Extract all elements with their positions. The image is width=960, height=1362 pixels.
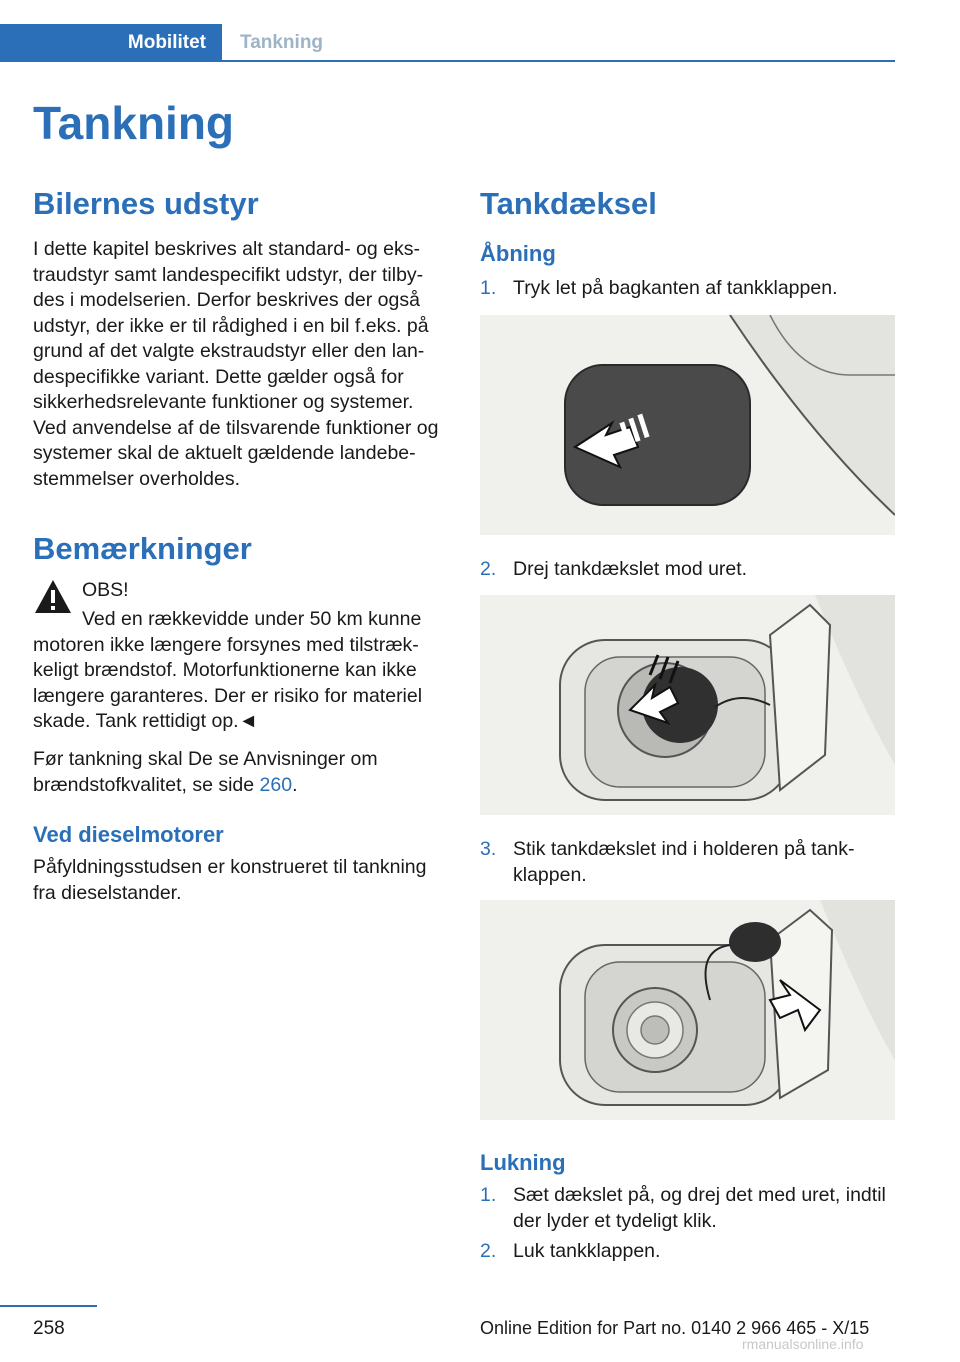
opening-step-3: 3. Stik tankdækslet ind i holderen på tank-klappen.: [480, 838, 855, 886]
section-text-bilernes-udstyr: I dette kapitel beskrives alt standard- og eks-traudstyr samt landespecifikt udstyr, der tilby-des i modelserien. Derfor beskrives der også udstyr, der ikke er til rådighed i en bil f.eks. på grund af det valgte ekstraudstyr eller den lan-despecifikke variant. Dette gælder også for sikkerhedsrelevante funktioner og systemer. Ved anvendelse af de tilsvarende funktioner og systemer skal de aktuelt gældende landebe-stemmelser overholdes.: [33, 238, 439, 490]
page-title: Tankning: [33, 97, 235, 149]
section-heading-ved-dieselmotorer: Ved dieselmotorer: [33, 822, 224, 847]
illustration-turn-cap: [480, 595, 895, 815]
closing-step-1: 1. Sæt dækslet på, og drej det med uret, indtil der lyder et tydeligt klik.: [480, 1184, 886, 1232]
header-tab-mobilitet: Mobilitet: [0, 24, 222, 62]
section-heading-bemaerkninger: Bemærkninger: [33, 531, 252, 566]
reference-text: Før tankning skal De se Anvisninger om brændstofkvalitet, se side 260.: [33, 748, 378, 796]
subheading-lukning: Lukning: [480, 1150, 566, 1175]
section-heading-tankdaeksel: Tankdæksel: [480, 186, 657, 221]
page-link-260[interactable]: 260: [259, 773, 293, 796]
warning-title: OBS!: [82, 579, 129, 601]
header-rule: [222, 60, 895, 62]
footer-rule: [0, 1305, 97, 1307]
opening-step-1: 1. Tryk let på bagkanten af tankklappen.: [480, 277, 838, 299]
closing-step-2: 2. Luk tankklappen.: [480, 1240, 661, 1262]
header-tab-tankning: Tankning: [240, 32, 324, 53]
section-heading-bilernes-udstyr: Bilernes udstyr: [33, 186, 259, 221]
illustration-cap-in-holder: [480, 900, 895, 1120]
subheading-abning: Åbning: [480, 241, 556, 266]
page-number: 258: [33, 1318, 65, 1339]
illustration-press-fuel-flap: [480, 315, 895, 535]
opening-step-2: 2. Drej tankdækslet mod uret.: [480, 558, 748, 580]
section-text-ved-dieselmotorer: Påfyldningsstudsen er konstrueret til tankning fra dieselstander.: [33, 856, 427, 904]
watermark: rmanualsonline.info: [742, 1336, 864, 1352]
edition-text: Online Edition for Part no. 0140 2 966 465 - X/15: [480, 1318, 870, 1338]
warning-text: Ved en rækkevidde under 50 km kunne motoren ikke længere forsynes med tilstræk-keligt brændstof. Motorfunktionerne kan ikke længere garanteres. Der er risiko for materiel skade. Tank rettidigt op.◄: [33, 608, 423, 732]
